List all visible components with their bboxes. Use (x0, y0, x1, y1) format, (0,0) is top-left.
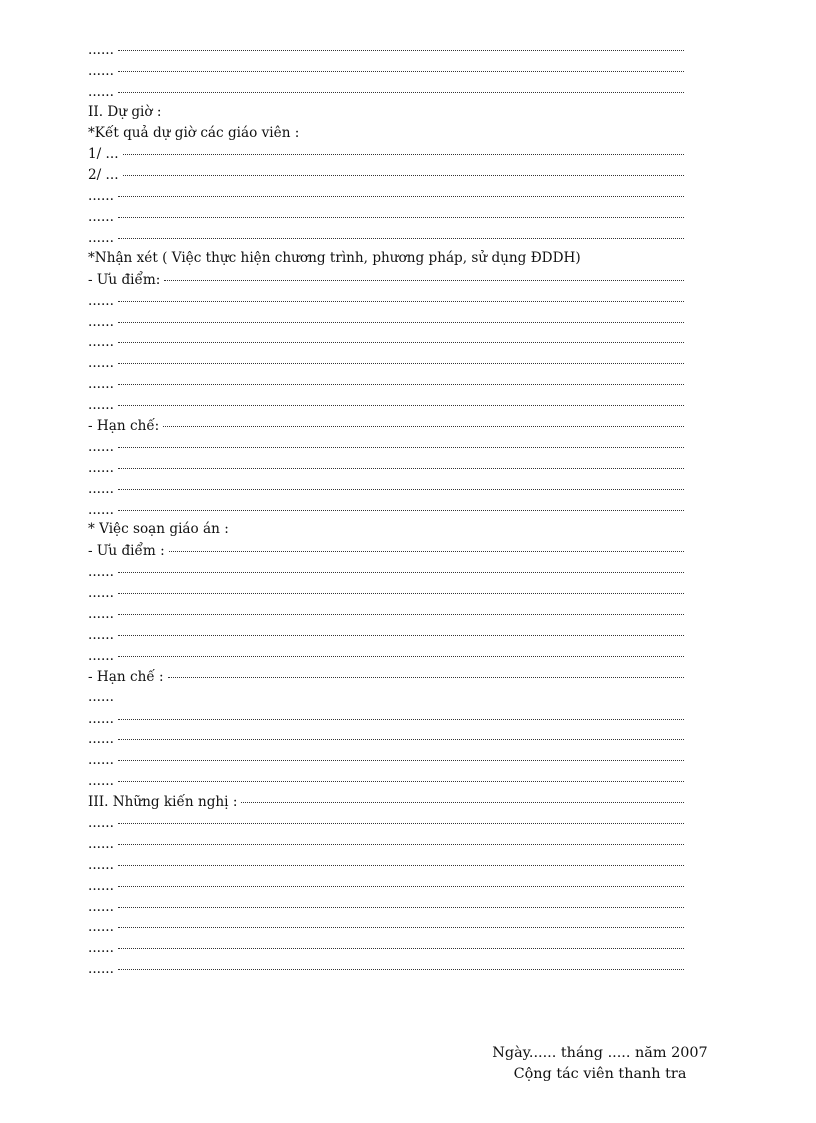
dotted-fill (118, 624, 684, 636)
dotted-answer-line[interactable] (88, 436, 684, 457)
dotted-answer-line[interactable] (88, 603, 684, 624)
heading-text: *Nhận xét ( Việc thực hiện chương trình, phương pháp, sử dụng ĐDDH) (88, 249, 581, 266)
dotted-fill (118, 770, 684, 782)
dotted-answer-line[interactable] (88, 457, 684, 478)
line-label: ...... (88, 752, 114, 769)
signature-date-line: Ngày...... tháng ..... năm 2007 (492, 1045, 708, 1061)
dotted-fill (118, 499, 684, 511)
dotted-fill (118, 394, 684, 406)
section-heading (88, 102, 684, 123)
dotted-fill (118, 185, 684, 197)
dotted-answer-line[interactable] (88, 958, 684, 979)
dotted-fill (118, 39, 684, 51)
line-label: 1/ ... (88, 146, 119, 163)
dotted-answer-line[interactable] (88, 290, 684, 311)
dotted-answer-line[interactable] (88, 708, 684, 729)
dotted-fill (168, 666, 684, 678)
dotted-fill (123, 143, 684, 155)
dotted-answer-line[interactable] (88, 854, 684, 875)
dotted-answer-line[interactable] (88, 331, 684, 352)
dotted-fill (118, 582, 684, 594)
dotted-fill (118, 708, 684, 720)
dotted-fill (118, 833, 684, 845)
dotted-fill (118, 373, 684, 385)
dotted-fill (118, 937, 684, 949)
line-label: ...... (88, 459, 114, 476)
section-heading (88, 123, 684, 144)
dotted-answer-line[interactable] (88, 937, 684, 958)
line-label: ...... (88, 397, 114, 414)
line-label: ...... (88, 83, 114, 100)
dotted-answer-line[interactable] (88, 415, 684, 436)
dotted-answer-line[interactable] (88, 666, 684, 687)
dotted-answer-line[interactable] (88, 875, 684, 896)
line-label: ...... (88, 773, 114, 790)
line-label: ...... (88, 710, 114, 727)
dotted-answer-line[interactable] (88, 394, 684, 415)
dotted-fill (118, 958, 684, 970)
dotted-answer-line[interactable] (88, 206, 684, 227)
dotted-fill (241, 791, 684, 803)
dotted-answer-line[interactable] (88, 499, 684, 520)
line-label: - Ưu điểm: (88, 271, 161, 288)
dotted-answer-line[interactable] (88, 833, 684, 854)
dotted-fill (123, 164, 684, 176)
dotted-fill (118, 728, 684, 740)
line-label: ...... (88, 313, 114, 330)
dotted-fill (118, 436, 684, 448)
dotted-fill (118, 311, 684, 323)
dotted-fill (118, 561, 684, 573)
line-label: ...... (88, 626, 114, 643)
dotted-fill (118, 896, 684, 908)
line-label: ...... (88, 856, 114, 873)
dotted-answer-line[interactable] (88, 916, 684, 937)
dotted-fill (169, 540, 684, 552)
signature-title: Cộng tác viên thanh tra (513, 1066, 687, 1082)
dotted-answer-line[interactable] (88, 561, 684, 582)
dotted-answer-line[interactable] (88, 269, 684, 290)
dotted-answer-line[interactable] (88, 540, 684, 561)
dotted-answer-line[interactable] (88, 373, 684, 394)
line-label: ...... (88, 376, 114, 393)
line-label: ...... (88, 438, 114, 455)
dotted-answer-line[interactable] (88, 311, 684, 332)
dotted-fill (118, 206, 684, 218)
dotted-answer-line[interactable] (88, 164, 684, 185)
line-label: ...... (88, 940, 114, 957)
line-label: ...... (88, 334, 114, 351)
dotted-fill (118, 331, 684, 343)
heading-text: * Việc soạn giáo án : (88, 521, 229, 538)
dotted-fill (118, 352, 684, 364)
section-heading (88, 687, 684, 708)
dotted-answer-line[interactable] (88, 352, 684, 373)
dotted-answer-line[interactable] (88, 624, 684, 645)
dotted-answer-line[interactable] (88, 582, 684, 603)
dotted-answer-line[interactable] (88, 185, 684, 206)
form-body (88, 39, 684, 979)
dotted-answer-line[interactable] (88, 812, 684, 833)
dotted-answer-line[interactable] (88, 749, 684, 770)
line-label: III. Những kiến nghị : (88, 794, 238, 811)
dotted-fill (118, 854, 684, 866)
line-label: ...... (88, 292, 114, 309)
section-heading (88, 248, 684, 269)
dotted-fill (118, 645, 684, 657)
dotted-answer-line[interactable] (88, 791, 684, 812)
line-label: - Hạn chế: (88, 418, 160, 435)
dotted-answer-line[interactable] (88, 39, 684, 60)
dotted-answer-line[interactable] (88, 143, 684, 164)
dotted-fill (118, 916, 684, 928)
line-label: ...... (88, 814, 114, 831)
dotted-answer-line[interactable] (88, 896, 684, 917)
line-label: ...... (88, 647, 114, 664)
signature-block (470, 1043, 730, 1085)
line-label: ...... (88, 585, 114, 602)
dotted-fill (118, 875, 684, 887)
dotted-answer-line[interactable] (88, 645, 684, 666)
dotted-fill (163, 415, 684, 427)
section-heading (88, 519, 684, 540)
line-label: ...... (88, 564, 114, 581)
dotted-answer-line[interactable] (88, 770, 684, 791)
line-label: ...... (88, 62, 114, 79)
line-label: ...... (88, 961, 114, 978)
line-label: ...... (88, 877, 114, 894)
line-label: ...... (88, 835, 114, 852)
dotted-answer-line[interactable] (88, 81, 684, 102)
line-label: ...... (88, 230, 114, 247)
dotted-fill (118, 603, 684, 615)
dotted-fill (164, 269, 684, 281)
line-label: ...... (88, 209, 114, 226)
line-label: ...... (88, 731, 114, 748)
line-label: ...... (88, 501, 114, 518)
line-label: 2/ ... (88, 167, 119, 184)
line-label: ...... (88, 188, 114, 205)
dotted-answer-line[interactable] (88, 728, 684, 749)
line-label: ...... (88, 355, 114, 372)
dotted-answer-line[interactable] (88, 478, 684, 499)
dotted-fill (118, 478, 684, 490)
line-label: ...... (88, 480, 114, 497)
line-label: - Hạn chế : (88, 668, 164, 685)
line-label: ...... (88, 919, 114, 936)
heading-text: ...... (88, 688, 114, 705)
heading-text: II. Dự giờ : (88, 103, 162, 120)
dotted-fill (118, 81, 684, 93)
line-label: ...... (88, 606, 114, 623)
line-label: ...... (88, 898, 114, 915)
dotted-fill (118, 457, 684, 469)
dotted-answer-line[interactable] (88, 60, 684, 81)
heading-text: *Kết quả dự giờ các giáo viên : (88, 124, 300, 141)
dotted-answer-line[interactable] (88, 227, 684, 248)
dotted-fill (118, 227, 684, 239)
dotted-fill (118, 290, 684, 302)
dotted-fill (118, 812, 684, 824)
line-label: ...... (88, 42, 114, 58)
line-label: - Ưu điểm : (88, 543, 165, 560)
dotted-fill (118, 749, 684, 761)
dotted-fill (118, 60, 684, 72)
